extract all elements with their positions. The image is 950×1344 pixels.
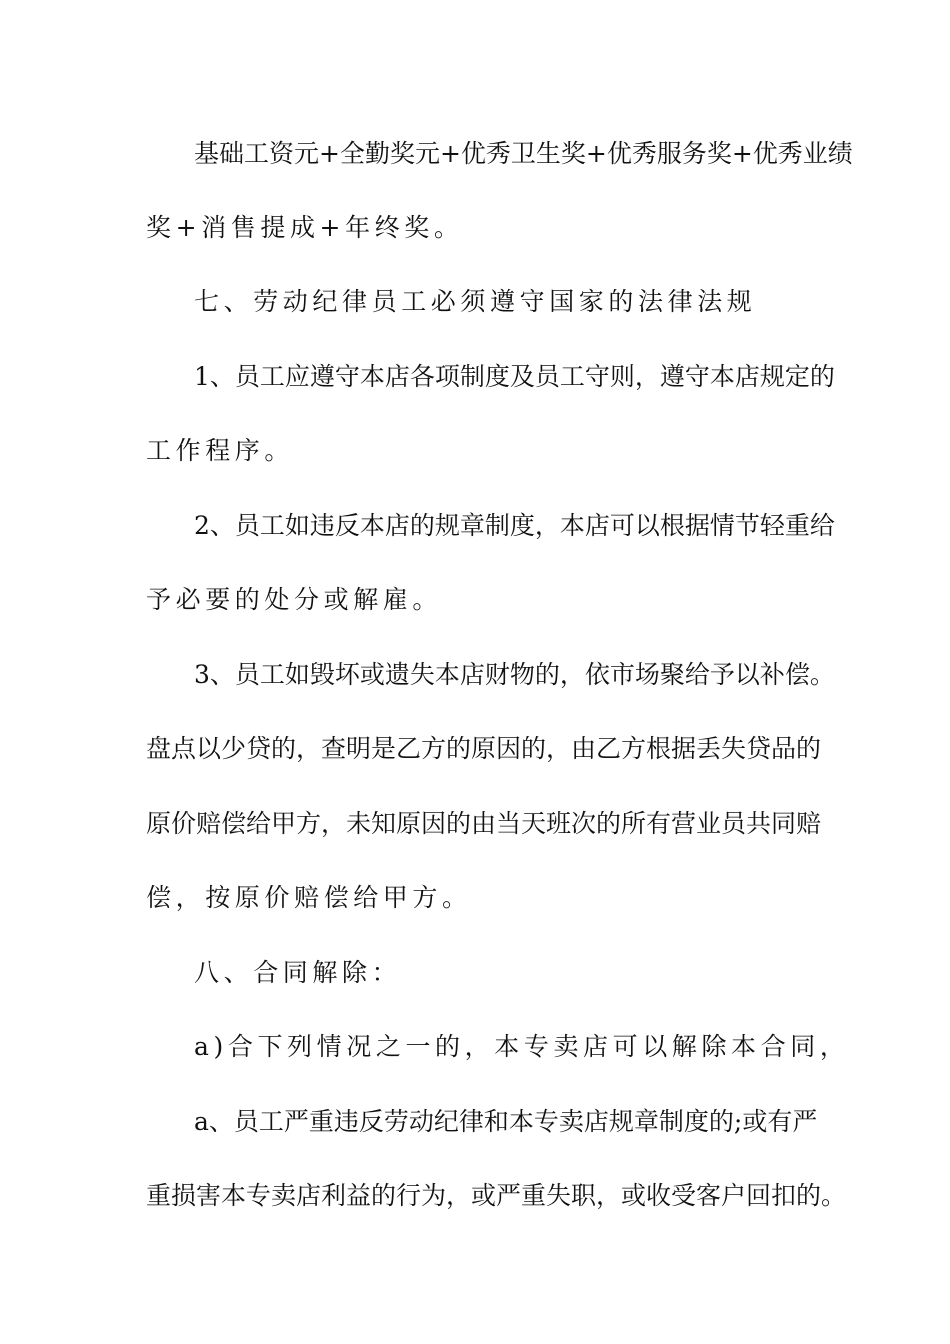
section-heading: 七、劳动纪律员工必须遵守国家的法律法规	[194, 287, 757, 316]
text-line: 工作程序。	[146, 436, 295, 465]
text-line: 原价赔偿给甲方，未知原因的由当天班次的所有营业员共同赔	[146, 809, 822, 838]
text-line: 偿，按原价赔偿给甲方。	[146, 883, 472, 912]
section-heading: 八、合同解除：	[194, 958, 402, 987]
text-line: 奖+消售提成+年终奖。	[146, 213, 464, 242]
text-line: a、员工严重违反劳动纪律和本专卖店规章制度的;或有严	[194, 1107, 818, 1136]
text-line: a)合下列情况之一的，本专卖店可以解除本合同，	[194, 1032, 850, 1061]
text-line: 盘点以少贷的，查明是乙方的原因的，由乙方根据丢失贷品的	[146, 734, 822, 763]
text-line: 基础工资元+全勤奖元+优秀卫生奖+优秀服务奖+优秀业绩	[194, 139, 853, 168]
text-line: 1、员工应遵守本店各项制度及员工守则，遵守本店规定的	[194, 362, 835, 391]
text-line: 3、员工如毁坏或遗失本店财物的，依市场聚给予以补偿。	[194, 660, 835, 689]
text-line: 2、员工如违反本店的规章制度，本店可以根据情节轻重给	[194, 511, 835, 540]
text-line: 重损害本专卖店利益的行为，或严重失职，或收受客户回扣的。	[146, 1181, 847, 1210]
text-line: 予必要的处分或解雇。	[146, 585, 443, 614]
